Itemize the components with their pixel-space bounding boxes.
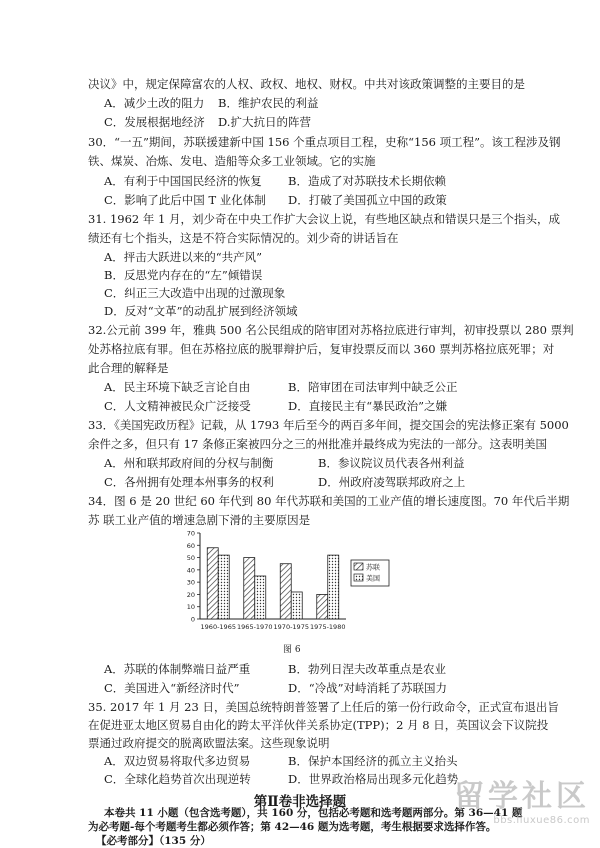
q34-option-b: B．勃列日涅夫改革重点是农业 <box>288 662 446 676</box>
y-tick-label: 60 <box>186 541 195 550</box>
q31-option-c: C．纠正三大改造中出现的过激现象 <box>104 286 286 300</box>
x-tick-label: 1970-1975 <box>273 623 309 631</box>
x-tick-label: 1965-1970 <box>237 623 273 631</box>
part-2-intro-2: 为必考题-每个考题考生都必须作答；第 42—46 题为选考题，考生根据要求选择作答。 <box>88 821 497 833</box>
q34-line-1: 34．图 6 是 20 世纪 60 年代到 80 年代苏联和美国的工业产值的增长速度图。70 年代后半期 <box>88 494 570 508</box>
q33-line-1: 33．《美国宪政历程》记载，从 1793 年后至今的两百多年间，提交国会的宪法修正案有 5000 <box>88 418 569 432</box>
q35-option-c: C．全球化趋势首次出现逆转 <box>104 772 251 786</box>
site-watermark <box>454 771 590 826</box>
figure-caption: 图 6 <box>283 645 301 655</box>
q35-option-b: B．保护本国经济的孤立主义抬头 <box>288 754 458 768</box>
q35-option-a: A．双边贸易将取代多边贸易 <box>104 754 251 768</box>
q35-line-3: 票通过政府提交的脱离欧盟法案。这些现象说明 <box>88 736 330 750</box>
q33-option-a: A．州和联邦政府间的分权与制衡 <box>104 456 274 470</box>
q30-option-c: C．影响了此后中国 T 业化体制 <box>104 193 266 207</box>
y-tick-label: 70 <box>186 529 195 538</box>
q34-line-2: 苏 联工业产值的增速急剧下滑的主要原因是 <box>88 513 311 527</box>
watermark-url: bbs.liuxue86.com <box>493 815 590 826</box>
y-tick-label: 30 <box>186 578 195 587</box>
legend-label-苏联: 苏联 <box>366 563 380 572</box>
q33-option-c: C．各州拥有处理本州事务的权利 <box>104 475 274 489</box>
q30-line-1: 30．“一五”期间，苏联援建新中国 156 个重点项目工程，史称“156 项工程”。该工程涉及钢 <box>88 135 561 149</box>
q29-option-a: A．减少土改的阻力 <box>104 96 205 110</box>
y-tick-label: 50 <box>186 554 195 563</box>
q31-option-b: B．反思党内存在的“左”倾错误 <box>104 268 263 282</box>
q30-option-d: D．打破了美国孤立中国的政策 <box>288 193 447 207</box>
bar-美国-1965-1970 <box>255 576 266 619</box>
q29-option-b: B．维护农民的利益 <box>218 96 319 110</box>
q32-option-c: C．人文精神被民众广泛接受 <box>104 399 251 413</box>
q34-option-a: A．苏联的体制弊端日益严重 <box>104 662 251 676</box>
legend-swatch-苏联 <box>354 563 363 570</box>
q33-option-d: D．州政府凌驾联邦政府之上 <box>318 475 466 489</box>
y-tick-label: 0 <box>190 615 195 624</box>
bar-苏联-1960-1965 <box>207 548 218 619</box>
bar-苏联-1965-1970 <box>244 558 255 619</box>
bar-美国-1960-1965 <box>218 555 229 619</box>
q32-option-b: B．陪审团在司法审判中缺乏公正 <box>288 380 458 394</box>
q31-line-2: 绩还有七个指头，这是不符合实际情况的。刘少奇的讲话旨在 <box>88 231 399 245</box>
q35-line-2: 在促进亚太地区贸易自由化的跨太平洋伙伴关系协定(TPP)；2 月 8 日，英国议会下议院投 <box>88 718 549 732</box>
q35-option-d: D．世界政治格局出现多元化趋势 <box>288 772 459 786</box>
q34-option-d: D．“冷战”对峙消耗了苏联国力 <box>288 681 447 695</box>
legend-label-美国: 美国 <box>366 574 380 583</box>
q32-line-2: 处苏格拉底有罪。但在苏格拉底的脱罪辩护后，复审投票反而以 360 票判苏格拉底死罪；对 <box>88 342 555 356</box>
bar-苏联-1975-1980 <box>317 594 328 619</box>
q32-line-3: 此合理的解释是 <box>88 361 169 375</box>
q34-option-c: C．美国进入“新经济时代” <box>104 681 240 695</box>
q31-option-a: A．抨击大跃进以来的“共产风” <box>104 250 263 264</box>
bar-苏联-1970-1975 <box>280 564 291 619</box>
watermark-logo-text: 留学社区 <box>454 779 590 814</box>
legend-swatch-美国 <box>354 574 363 581</box>
y-tick-label: 40 <box>186 566 195 575</box>
q32-option-a: A．民主环境下缺乏言论自由 <box>104 380 251 394</box>
x-tick-label: 1975-1980 <box>310 623 346 631</box>
section-required: 【必考部分】（135 分） <box>96 835 211 847</box>
q32-line-1: 32.公元前 399 年，雅典 500 名公民组成的陪审团对苏格拉底进行审判，初审投票以 280 票判 <box>88 323 574 337</box>
q30-option-b: B．造成了对苏联技术长期依赖 <box>288 174 446 188</box>
bar-美国-1975-1980 <box>328 555 339 619</box>
q31-option-d: D．反对“文革”的动乱扩展到经济领域 <box>104 304 298 318</box>
q30-line-2: 铁、煤炭、冶炼、发电、造船等众多工业领域。它的实施 <box>88 154 376 168</box>
industrial-growth-chart <box>178 527 398 637</box>
part-2-title: 第Ⅱ卷非选择题 <box>253 794 347 810</box>
q32-option-d: D．直接民主有“暴民政治”之嫌 <box>288 399 447 413</box>
q29-option-c: C．发展根据地经济 <box>104 115 205 129</box>
q33-line-2: 余件之多，但只有 17 条修正案被四分之三的州批准并最终成为宪法的一部分。这表明美国 <box>88 437 547 451</box>
x-tick-label: 1960-1965 <box>200 623 236 631</box>
q31-line-1: 31. 1962 年 1 月，刘少奇在中央工作扩大会议上说，有些地区缺点和错误只是三个指头，成 <box>88 212 560 226</box>
y-tick-label: 20 <box>186 590 195 599</box>
bar-美国-1970-1975 <box>291 592 302 619</box>
y-tick-label: 10 <box>186 603 195 612</box>
q33-option-b: B．参议院议员代表各州利益 <box>318 456 465 470</box>
q35-line-1: 35. 2017 年 1 月 23 日，美国总统特朗普签署了上任后的第一份行政命令，正式宣布退出旨 <box>88 700 559 714</box>
q30-option-a: A．有利于中国国民经济的恢复 <box>104 174 262 188</box>
part-2-intro-1: 本卷共 11 小题（包含选考题），共 160 分，包括必考题和选考题两部分。第 36—41 题 <box>104 807 523 819</box>
q29-text: 决议》中，规定保障富农的人权、政权、地权、财权。中共对该政策调整的主要目的是 <box>88 77 525 91</box>
q29-option-d: D.扩大抗日的阵营 <box>218 115 311 129</box>
